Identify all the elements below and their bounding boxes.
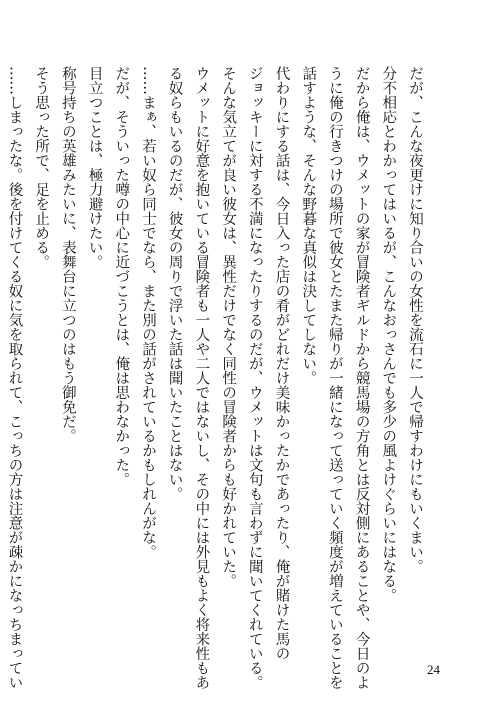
page-number: 24 xyxy=(427,662,440,677)
text-line-15: そう思った所で、足を止める。 xyxy=(33,66,50,269)
text-line-8: そんな気立てが良い彼女は、異性だけでなく同性の冒険者からも好かれていた。 xyxy=(220,66,237,588)
text-line-7: ジョッキーに対する不満になったりするのだが、ウメットは文句も言わずに聞いてくれている。 xyxy=(246,66,263,690)
text-line-2: 分不相応とわかってはいるが、こんなおっさんでも多少の風よけぐらいにはなる。 xyxy=(380,66,397,603)
body-text xyxy=(6,66,428,690)
text-line-14: 称号持ちの英雄みたいに、表舞台に立つのはもう御免だ。 xyxy=(59,66,76,443)
text-line-16: ……しまったな。後を付けてくる奴に気を取られて、こっちの方は注意が疎かになっちまってい xyxy=(6,66,23,690)
text-line-1: だが、こんな夜更けに知り合いの女性を流石に一人で帰すわけにもいくまい。 xyxy=(407,66,423,574)
text-line-13: 目立つことは、極力避けたい。 xyxy=(86,66,103,269)
text-line-12: だが、そういった噂の中心に近づこうとは、俺は思わなかった。 xyxy=(113,66,130,487)
text-line-5: 話すような、そんな野暮な真似は決してしない。 xyxy=(300,66,317,385)
text-line-9: ウメットに好意を抱いている冒険者も一人や二人ではないし、その中には外見もよく将来性もあ xyxy=(193,66,210,690)
text-line-6: 代わりにする話は、今日入った店の肴がどれだけ美味かったかであったり、俺が賭けた馬の xyxy=(273,66,290,661)
text-line-10: る奴らもいるのだが、彼女の周りで浮いた話は聞いたことはない。 xyxy=(166,66,183,501)
text-line-11: ……まぁ、若い奴ら同士でなら、また別の話がされているかもしれんがな。 xyxy=(139,66,156,559)
text-line-4: うに俺の行きつけの場所で彼女とたまた帰りが一緒になって送っていく頻度が増えていることを xyxy=(326,66,343,690)
text-line-3: だから俺は、ウメットの家が冒険者ギルドから競馬場の方角とは反対側にあることや、今日のよ xyxy=(353,66,370,690)
